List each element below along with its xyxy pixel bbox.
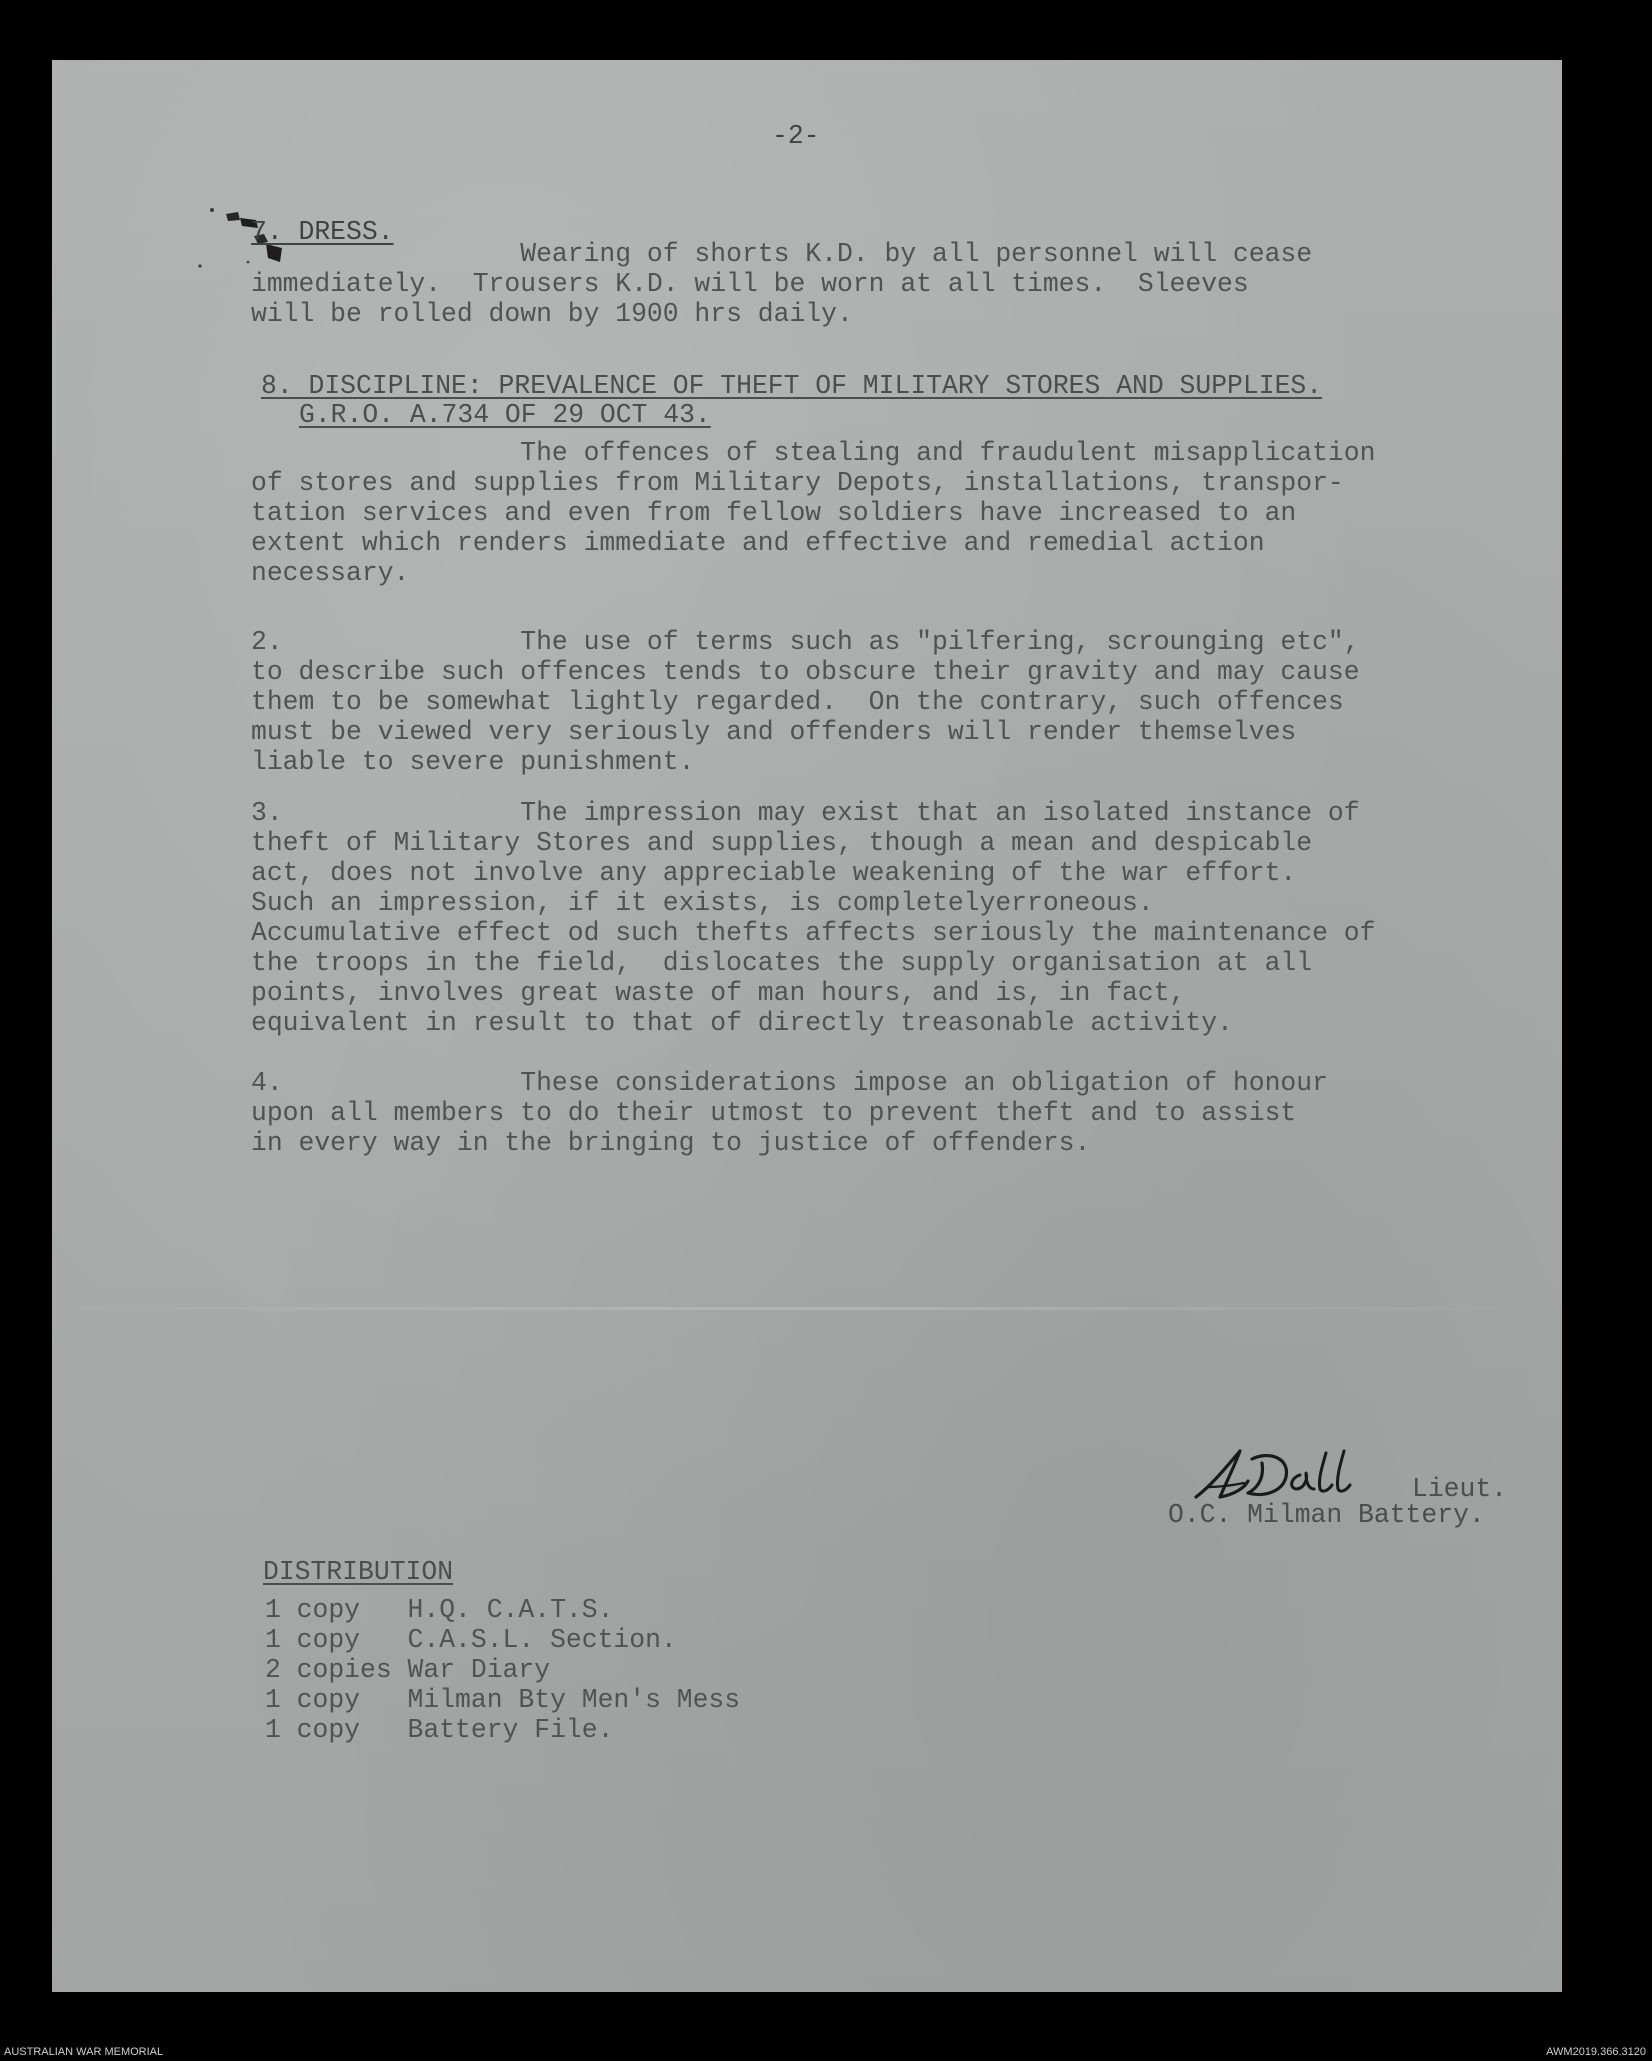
section-8-title: 8. DISCIPLINE: PREVALENCE OF THEFT OF MILITARY STORES AND SUPPLIES. [261,371,1323,401]
paragraph-3: 3. The impression may exist that an isolated instance of theft of Military Stores and supplies, though a mean and despicable act, does not involve any appreciable weakening of the war effort. Such an impression, if it exists, is completelyerroneous. Accumulative effect od such thefts affects seriously the maintenance of the troops in the field, dislocates the supply organisation at all points, involves great waste of man hours, and is, in fact, equivalent in result to that of directly treasonable activity. [251,798,1376,1038]
paper-fold-line [52,1307,1562,1310]
section-7-title: 7. DRESS. [251,217,394,247]
paragraph-4: 4. These considerations impose an obligation of honour upon all members to do their utmost to prevent theft and to assist in every way in the bringing to justice of offenders. [251,1068,1328,1158]
document-page [52,60,1562,1992]
section-7-body: Wearing of shorts K.D. by all personnel will cease immediately. Trousers K.D. will be worn at all times. Sleeves will be rolled down by 1900 hrs daily. [251,239,1313,329]
section-8-reference: G.R.O. A.734 OF 29 OCT 43. [299,400,711,430]
signature-unit: O.C. Milman Battery. [1168,1500,1485,1530]
signature-rank: Lieut. [1412,1474,1508,1504]
section-8-body: The offences of stealing and fraudulent misapplication of stores and supplies from Military Depots, installations, transpor- tation services and even from fellow soldiers have increased to an extent which renders immediate and effective and remedial action necessary. [251,438,1376,588]
paragraph-2: 2. The use of terms such as "pilfering, scrounging etc", to describe such offences tends to obscure their gravity and may cause them to be somewhat lightly regarded. On the contrary, such offences must be viewed very seriously and offenders will render themselves liable to severe punishment. [251,627,1360,777]
distribution-title: DISTRIBUTION [263,1557,454,1587]
page-number: -2- [772,121,820,151]
footer-accession-number: AWM2019.366.3120 [1546,2046,1646,2058]
footer-institution: AUSTRALIAN WAR MEMORIAL [4,2046,164,2058]
distribution-list: 1 copy H.Q. C.A.T.S. 1 copy C.A.S.L. Section. 2 copies War Diary 1 copy Milman Bty Men's Mess 1 copy Battery File. [265,1595,741,1745]
